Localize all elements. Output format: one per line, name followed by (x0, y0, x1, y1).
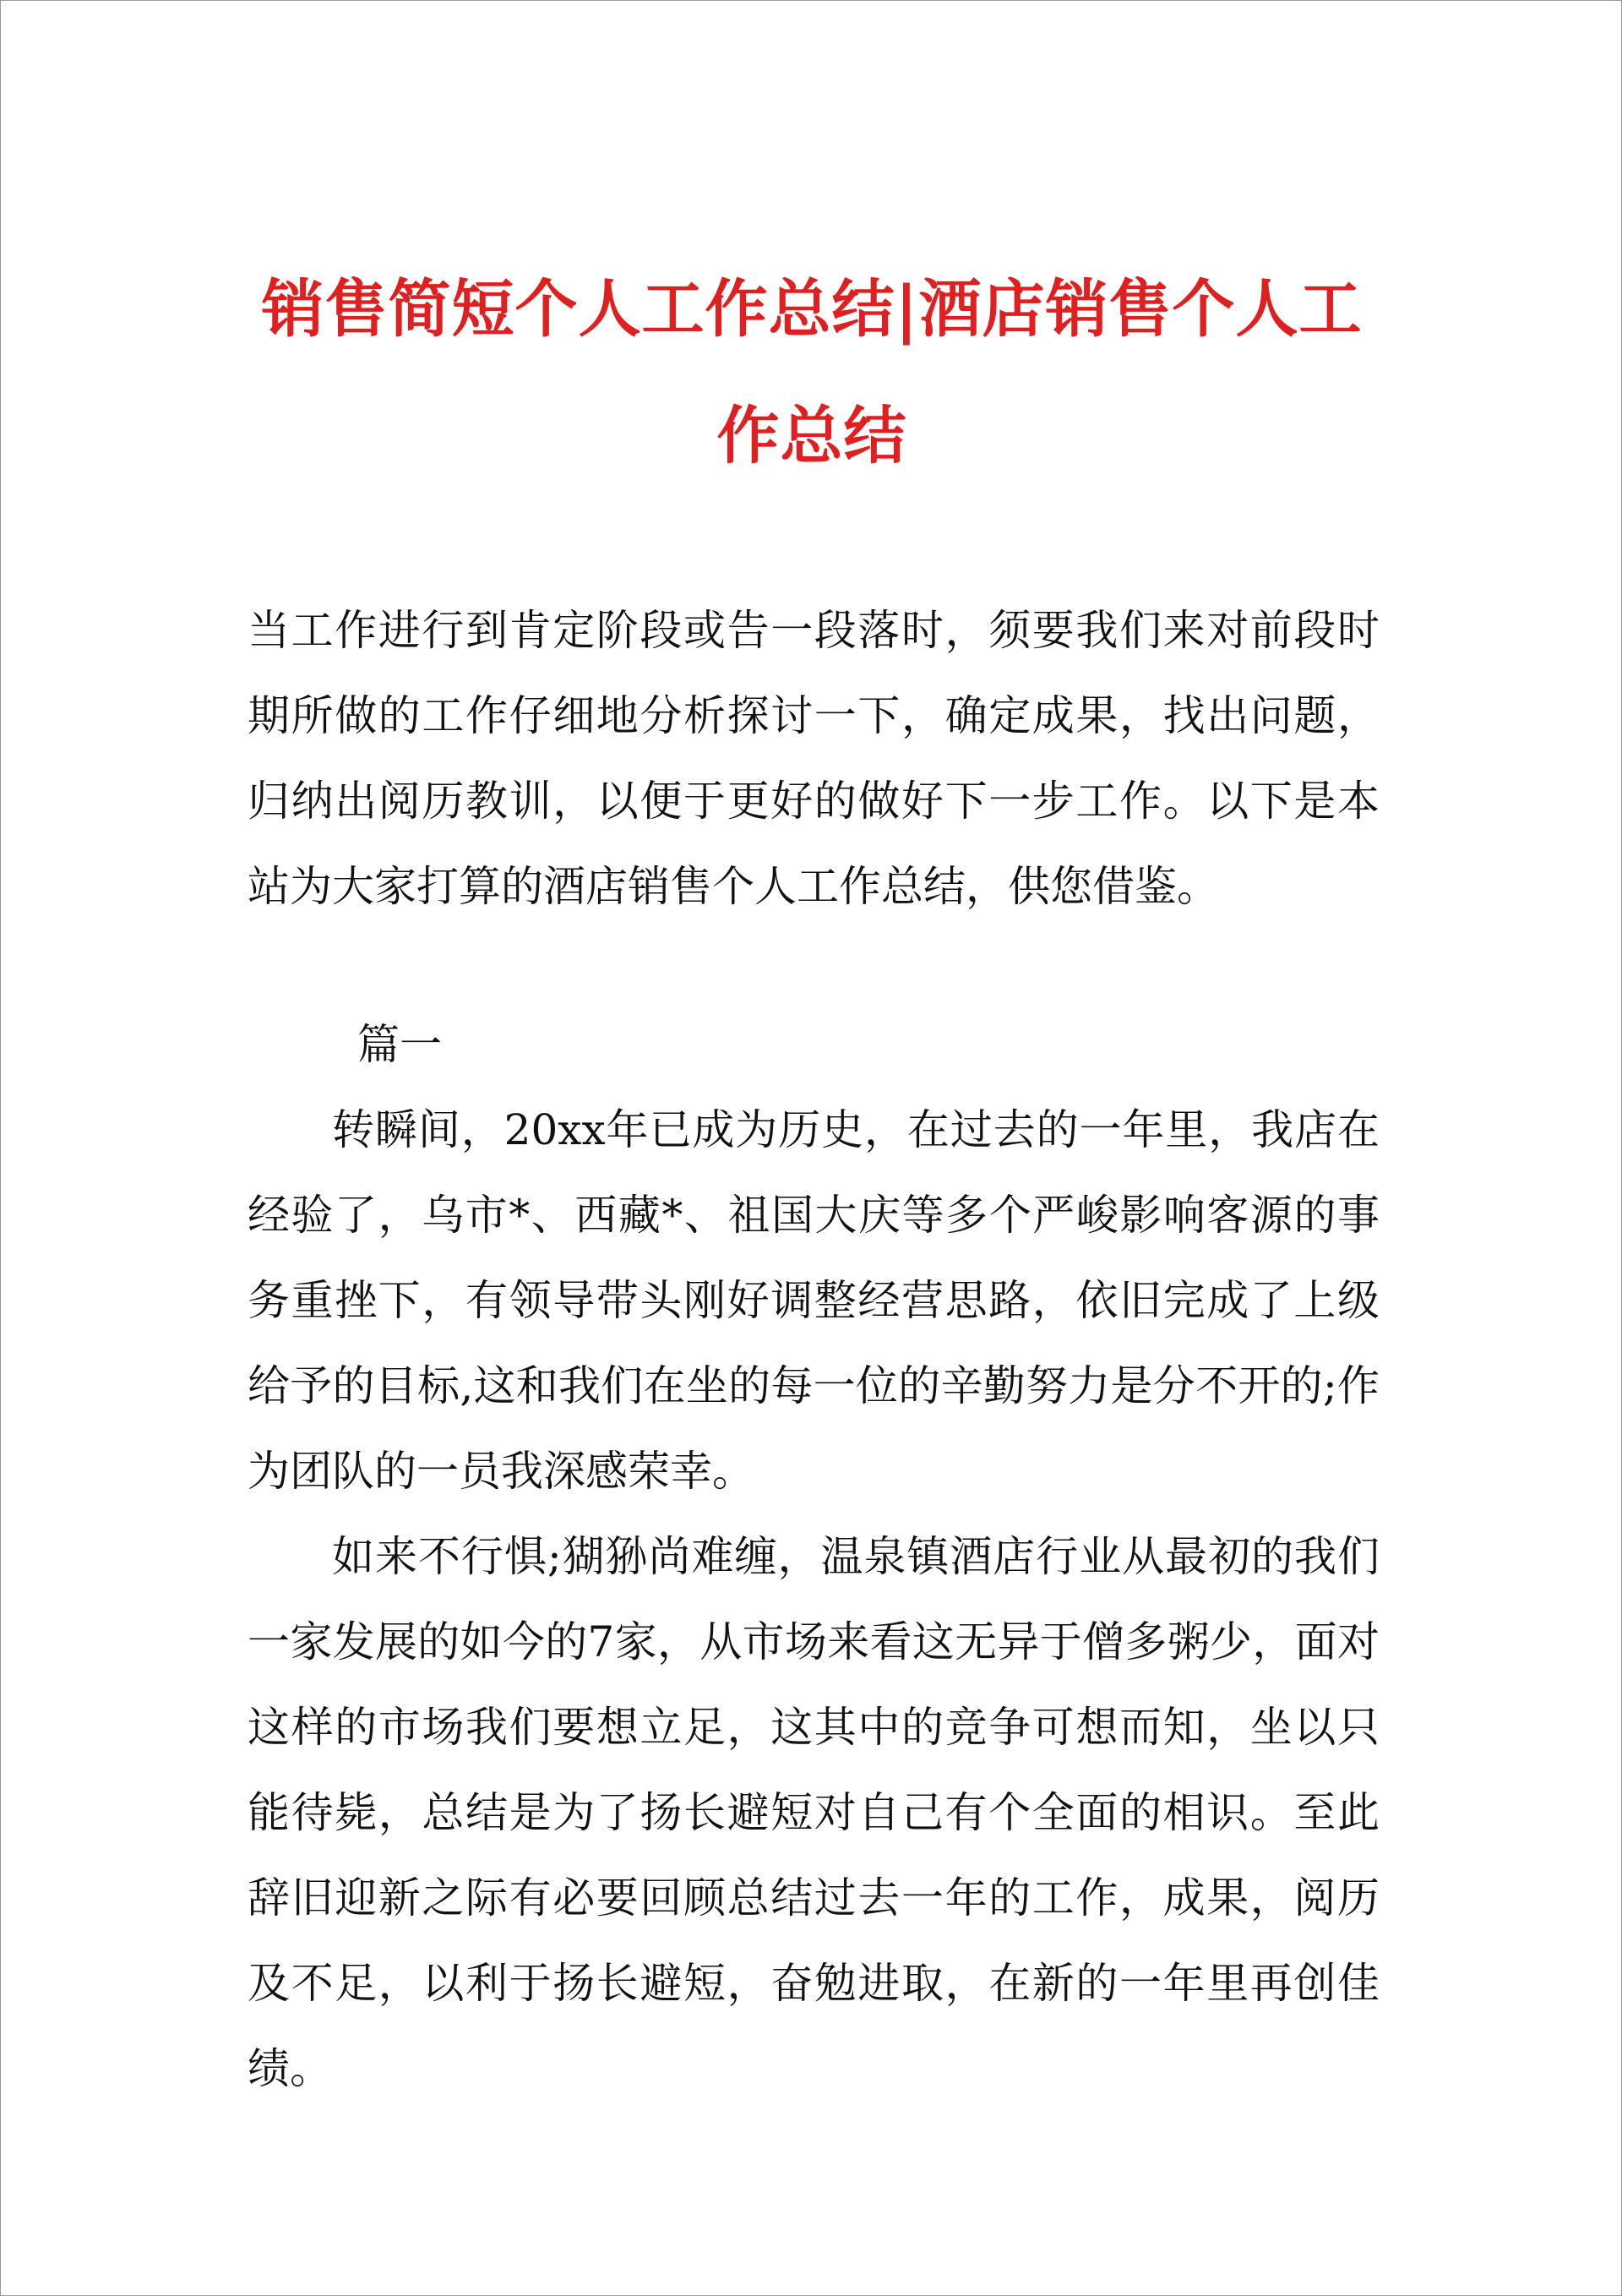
body-paragraph-2: 如来不行惧;猢狲尚难缠，温泉镇酒店行业从最初的我们一家发展的如今的7家，从市场来看这无异于僧多粥少，面对这样的市场我们要想立足，这其中的竞争可想而知，坐以只能待毙，总结是为了扬长避短对自己有个全面的相识。至此辞旧迎新之际有必要回顾总结过去一年的工作，成果，阅历及不足，以利于扬长避短，奋勉进取，在新的一年里再创佳绩。 (248, 1532, 1380, 2093)
body-paragraph-1: 转瞬间，20xx年已成为历史，在过去的一年里，我店在经验了，乌市*、西藏*、祖国大庆等多个严峻影响客源的事务重挫下，有领导带头刚好调整经营思路，依旧完成了上级给予的目标,这和我们在坐的每一位的辛勤努力是分不开的;作为团队的一员我深感荣幸。 (248, 1105, 1380, 1496)
document-body (248, 588, 1380, 2112)
document-title: 销售简短个人工作总结|酒店销售个人工作总结 (261, 273, 1363, 472)
intro-paragraph: 当工作进行到肯定阶段或告一段落时，须要我们来对前段时期所做的工作仔细地分析探讨一下，确定成果，找出问题，归纳出阅历教训，以便于更好的做好下一步工作。以下是本站为大家打算的酒店销售个人工作总结，供您借鉴。 (248, 606, 1380, 911)
section-heading: 篇一 (357, 1020, 442, 1069)
